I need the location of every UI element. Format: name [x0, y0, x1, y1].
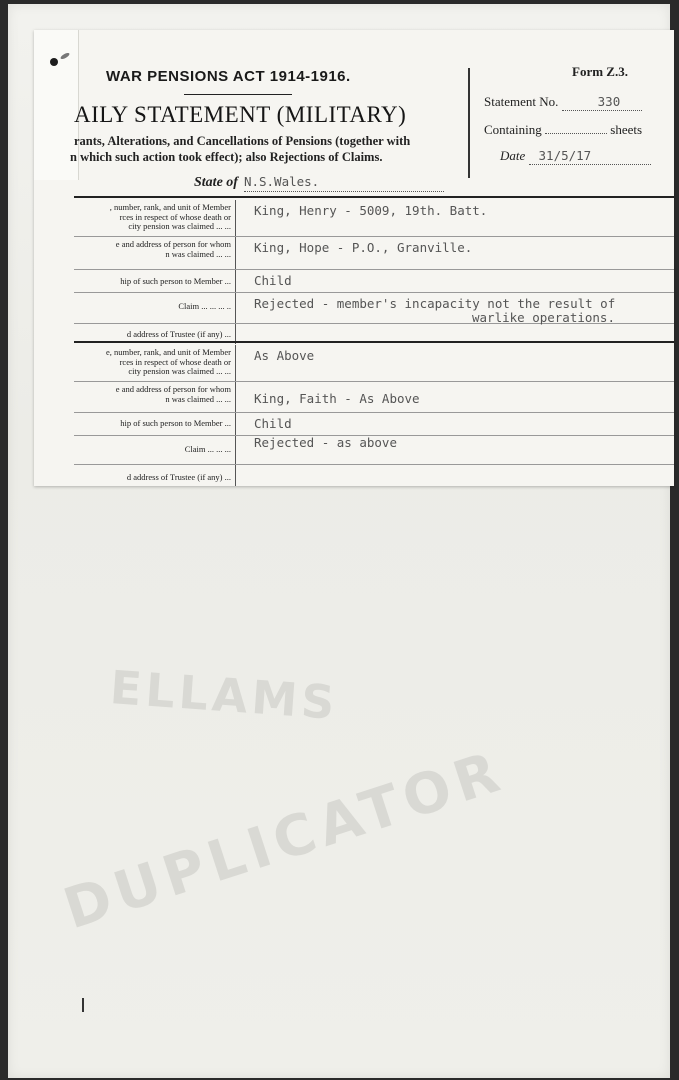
- staple-icon: [60, 52, 71, 60]
- subtitle-line-1: rants, Alterations, and Cancellations of Pensions (together with: [74, 134, 411, 148]
- row-label: d address of Trustee (if any) ...: [74, 324, 236, 344]
- statement-label: Statement No.: [484, 94, 559, 109]
- row-value-line-1: Rejected - member's incapacity not the result of: [254, 296, 616, 311]
- act-heading: WAR PENSIONS ACT 1914-1916.: [106, 68, 351, 85]
- pin-mark: [82, 998, 84, 1012]
- entry-row: [74, 345, 674, 382]
- act-underline: [184, 94, 292, 95]
- header-divider: [468, 68, 470, 178]
- entry-row: [74, 293, 674, 324]
- row-value: Rejected - as above: [254, 435, 397, 450]
- date-label: Date: [500, 148, 526, 163]
- state-field: [194, 174, 444, 192]
- statement-number-field: [484, 94, 642, 111]
- form-number: Form Z.3.: [572, 64, 628, 79]
- row-value: King, Faith - As Above: [254, 391, 420, 406]
- row-value: King, Henry - 5009, 19th. Batt.: [254, 203, 488, 218]
- entry-row: [74, 465, 674, 486]
- row-label: , number, rank, and unit of Member rces in respect of whose death or city pension was claimed ... ...: [74, 200, 236, 236]
- statement-title: AILY STATEMENT (MILITARY): [74, 102, 407, 127]
- state-value: N.S.Wales.: [243, 174, 320, 189]
- entry-row: [74, 200, 674, 237]
- entry-row: [74, 436, 674, 465]
- row-label: d address of Trustee (if any) ...: [74, 465, 236, 486]
- row-label: Claim ... ... ...: [74, 436, 236, 464]
- row-label: e, number, rank, and unit of Member rces in respect of whose death or city pension was claimed ... ...: [74, 345, 236, 381]
- entry-row: [74, 237, 674, 270]
- row-label: e and address of person for whom n was claimed ... ...: [74, 382, 236, 412]
- row-value: [254, 297, 670, 325]
- row-value: Child: [254, 273, 292, 288]
- sheets-label: sheets: [610, 122, 643, 137]
- watermark-duplicator: DUPLICATOR: [56, 738, 513, 943]
- statement-number: 330: [597, 94, 621, 109]
- entry-1: [74, 200, 674, 344]
- section-rule-2: [74, 341, 674, 343]
- watermark-ellams: ELLAMS: [108, 660, 341, 730]
- containing-field: [484, 122, 642, 138]
- entry-2: [74, 345, 674, 486]
- punch-hole-icon: [50, 58, 58, 66]
- section-rule-1: [74, 196, 674, 198]
- entry-row: [74, 382, 674, 413]
- pension-form: [34, 30, 674, 486]
- entry-row: [74, 413, 674, 436]
- row-value-line-2: warlike operations.: [472, 310, 615, 325]
- row-label: e and address of person for whom n was claimed ... ...: [74, 237, 236, 269]
- date-field: [500, 148, 651, 165]
- row-value: King, Hope - P.O., Granville.: [254, 240, 473, 255]
- entry-row: [74, 270, 674, 293]
- row-label: hip of such person to Member ...: [74, 413, 236, 435]
- state-label: State of: [194, 175, 238, 190]
- row-label: hip of such person to Member ...: [74, 270, 236, 292]
- date-value: 31/5/17: [538, 148, 592, 163]
- row-label: Claim ... ... ... ..: [74, 293, 236, 323]
- row-value: Child: [254, 416, 292, 431]
- row-value: As Above: [254, 348, 315, 363]
- subtitle-line-2: n which such action took effect); also Rejections of Claims.: [70, 150, 383, 164]
- containing-label: Containing: [484, 122, 542, 137]
